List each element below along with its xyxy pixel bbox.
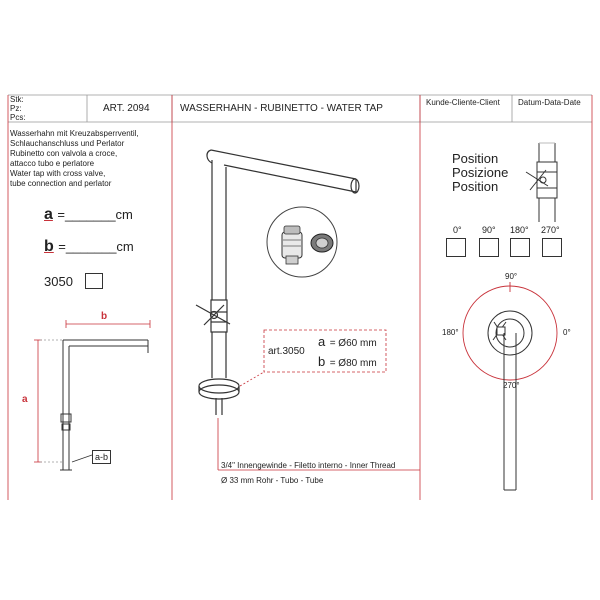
dimension-b-row <box>44 238 134 256</box>
article-number: ART. 2094 <box>103 103 150 114</box>
position-title-en: Position <box>452 179 499 194</box>
position-option-270-label: 270° <box>541 225 560 235</box>
top-view-label-270: 270° <box>503 381 520 390</box>
client-field-label: Kunde-Cliente-Client <box>426 98 500 107</box>
position-icon <box>526 143 557 222</box>
position-checkbox-180[interactable] <box>510 238 530 257</box>
top-view-label-180: 180° <box>442 328 459 337</box>
side-view-label-ab: a-b <box>92 450 111 464</box>
top-view-label-0: 0° <box>563 328 571 337</box>
dimension-a-letter: a <box>44 206 53 223</box>
description-line: Rubinetto con valvola a croce, <box>10 149 118 158</box>
position-checkbox-90[interactable] <box>479 238 499 257</box>
description-block <box>10 129 139 189</box>
art-box-number: art.3050 <box>268 346 305 357</box>
dimension-b-input-line[interactable]: =_______cm <box>58 239 134 254</box>
art-box-a-letter: a <box>318 334 326 349</box>
description-line: Wasserhahn mit Kreuzabsperrventil, <box>10 129 139 138</box>
art-box-a-value: = Ø60 mm <box>329 338 377 349</box>
pcs-label: Pcs: <box>10 113 26 122</box>
position-title-de: Position <box>452 151 499 166</box>
art-box-b-row <box>318 353 377 371</box>
side-view-label-a: a <box>22 394 28 405</box>
position-option-0-label: 0° <box>453 225 462 235</box>
stk-label: Stk: <box>10 95 24 104</box>
thread-note: 3/4" Innengewinde - Filetto interno - Inner Thread <box>221 461 396 470</box>
detail-connector-perlator <box>267 207 337 277</box>
position-option-90-label: 90° <box>482 225 496 235</box>
dimension-a-row <box>44 206 133 224</box>
position-checkbox-0[interactable] <box>446 238 466 257</box>
position-option-180-label: 180° <box>510 225 529 235</box>
description-line: attacco tubo e perlatore <box>10 159 95 168</box>
code-label: 3050 <box>44 274 73 289</box>
side-view-dimensions <box>34 320 150 462</box>
side-view-label-b: b <box>101 311 108 322</box>
date-field-label: Datum-Data-Date <box>518 98 581 107</box>
art-box-b-value: = Ø80 mm <box>329 358 377 369</box>
art-box-b-letter: b <box>318 354 326 369</box>
dimension-b-letter: b <box>44 238 54 255</box>
position-title <box>452 152 508 194</box>
description-line: Schlauchanschluss und Perlator <box>10 139 125 148</box>
header-quantity-labels <box>10 95 26 122</box>
tap-main-drawing <box>196 150 359 415</box>
pz-label: Pz: <box>10 104 22 113</box>
art-box-a-row <box>318 333 377 351</box>
callout-lines <box>218 330 420 470</box>
drawing-title: WASSERHAHN - RUBINETTO - WATER TAP <box>180 103 383 114</box>
description-line: tube connection and perlator <box>10 179 112 188</box>
code-checkbox[interactable] <box>85 273 103 289</box>
dimension-a-input-line[interactable]: =_______cm <box>57 207 133 222</box>
tube-note: Ø 33 mm Rohr - Tubo - Tube <box>221 476 324 485</box>
position-checkbox-270[interactable] <box>542 238 562 257</box>
position-title-it: Posizione <box>452 165 509 180</box>
top-view-label-90: 90° <box>505 272 518 281</box>
description-line: Water tap with cross valve, <box>10 169 106 178</box>
